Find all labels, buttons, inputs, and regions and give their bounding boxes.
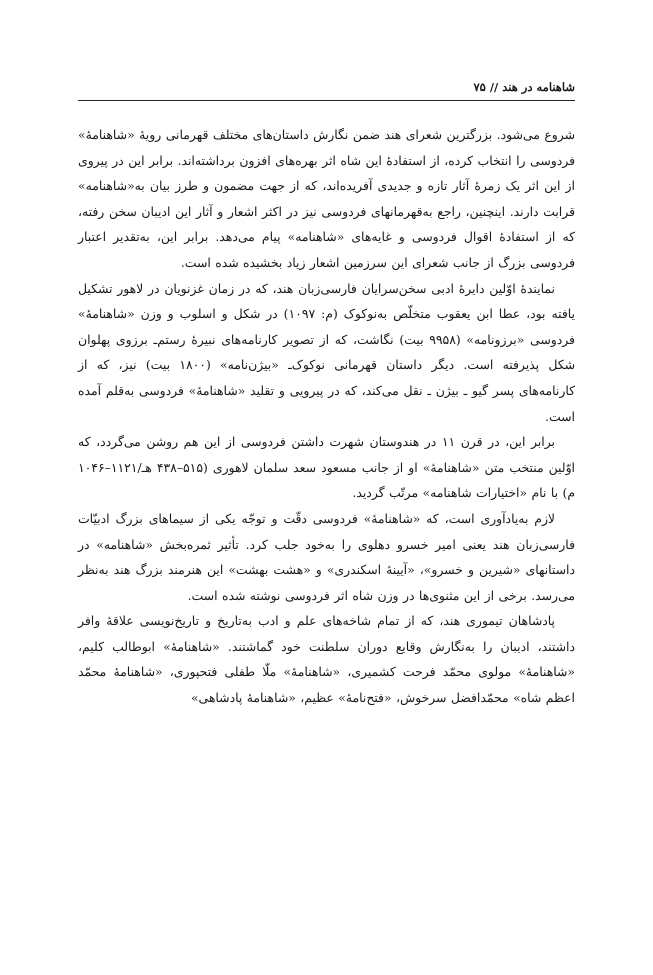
book-page [78,78,575,711]
paragraph-2: نمایندهٔ اوّلین دایرهٔ ادبی سخن‌سرایان فارسی‌زبان هند، که در زمان غزنویان در لاهور تشکیل یافته بود، عطا ابن یعقوب متخلّص به‌نوکوک (م: ۱۰۹۷) در شکل و اسلوب و وزن «شاهنامهٔ» فردوسی «برزونامه» (۹۹۵۸ بیت) نگاشت، که از تصویر کارنامه‌های نبیرهٔ رستم‌ـ برزوی پهلوان شکل پذیرفته است. دیگر داستان قهرمانی نوکوک‌ـ «بیژن‌نامه» (۱۸۰۰ بیت) نیز، که از کارنامه‌های پسر گیو ـ بیژن ـ نقل می‌کند، که در پیرویی و تقلید «شاهنامهٔ» فردوسی به‌قلم آمده است. [78,280,576,424]
paragraph-4: لازم به‌یادآوری است، که «شاهنامهٔ» فردوسی دقّت و توجّه یکی از سیماهای بزرگ ادبیّات فارسی‌زبان هند یعنی امیر خسرو دهلوی را به‌خود جلب کرد. تأثیر ثمره‌بخش «شاهنامه» در داستانهای «شیرین و خسرو»، «آیینهٔ اسکندری» و «هشت بهشت» این هنرمند بزرگ هند به‌نظر می‌رسد. برخی از این مثنوی‌ها در وزن شاه اثر فردوسی نوشته شده است. [78,510,575,603]
running-title: شاهنامه در هند // ۷۵ [473,80,575,94]
running-header [78,78,575,100]
body-text [78,122,575,711]
header-rule [78,100,575,101]
paragraph-5: پادشاهان تیموری هند، که از تمام شاخه‌های علم و ادب به‌تاریخ و تاریخ‌نویسی علاقهٔ وافر داشتند، ادیبان را به‌نگارش وقایع دوران سلطنت خود گماشتند. «شاهنامهٔ» ابوطالب کلیم، «شاهنامهٔ» مولوی محمّد فرحت کشمیری، «شاهنامهٔ» ملّا طفلی فتحپوری، «شاهنامهٔ محمّد اعظم شاه» محمّدافضل سرخوش، «فتح‌نامهٔ» عظیم، «شاهنامهٔ پادشاهی» [78,613,575,706]
paragraph-3: برابر این، در قرن ۱۱ در هندوستان شهرت داشتن فردوسی از این هم روشن می‌گردد، که اوّلین منتخب متن «شاهنامهٔ» او از جانب مسعود سعد سلمان لاهوری (۵۱۵–۴۳۸ هـ/۱۱۲۱–۱۰۴۶ م) با نام «اختیارات شاهنامه» مرتّب گردید. [78,434,575,501]
paragraph-1: شروع می‌شود. بزرگترین شعرای هند ضمن نگارش داستان‌های مختلف قهرمانی رویهٔ «شاهنامهٔ» فردوسی را انتخاب کرده، از استفادهٔ این شاه اثر بهره‌های افزون برداشته‌اند. برابر این در پیروی از این اثر یک زمرهٔ آثار تازه و جدیدی آفریده‌اند، که از جهت مضمون و طرز بیان به«شاهنامه» قرابت دارند. اینچنین، راجع به‌قهرمانهای فردوسی نیز در اکثر اشعار و آثار این ادیبان سخن رفته، که از استفادهٔ اقوال فردوسی و غایه‌های «شاهنامه» پیام می‌دهد. برابر این، به‌تقدیر اعتبار فردوسی بزرگ از جانب شعرای این سرزمین اشعار زیاد بخشیده شده است. [78,127,575,270]
